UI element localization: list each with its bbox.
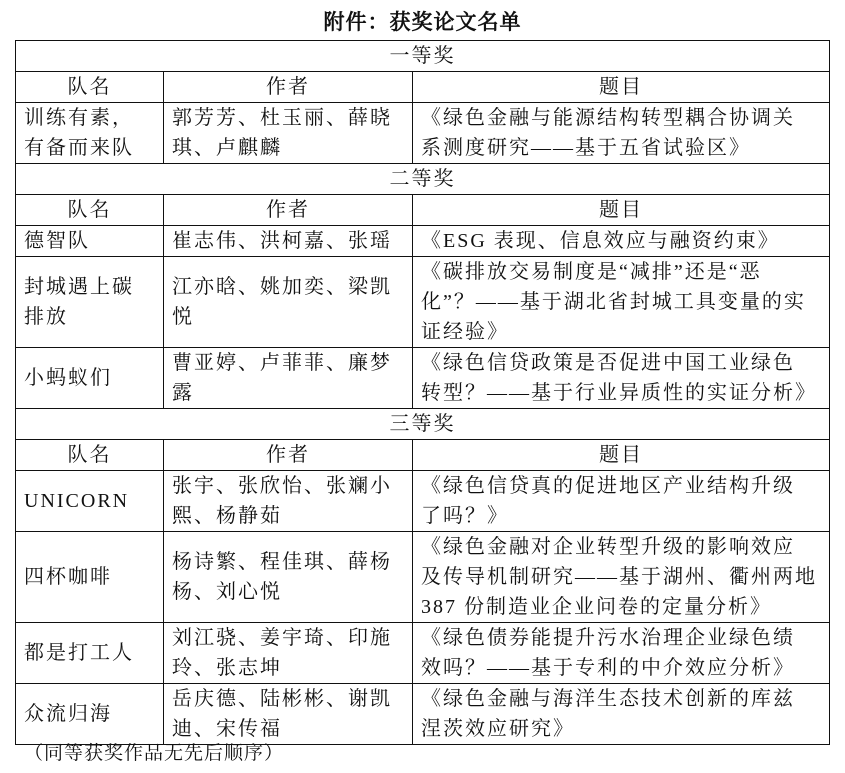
paper-line: 《绿色金融对企业转型升级的影响效应: [421, 536, 795, 558]
authors-line: 露: [172, 382, 194, 404]
award-table: [15, 40, 830, 745]
table-row: [16, 623, 830, 684]
authors-cell: [164, 623, 413, 684]
authors-line: 玲、张志坤: [172, 657, 282, 679]
team-line: 四杯咖啡: [24, 566, 112, 588]
column-header-authors: 作者: [164, 72, 413, 103]
team-cell: [16, 684, 164, 745]
team-line: 众流归海: [24, 703, 112, 725]
paper-line: 《绿色金融与能源结构转型耦合协调关: [421, 107, 795, 129]
paper-line: 系测度研究——基于五省试验区》: [421, 137, 751, 159]
paper-cell: [413, 684, 830, 745]
award-level-heading: 一等奖: [16, 41, 830, 72]
authors-line: 迪、宋传福: [172, 718, 282, 740]
award-level-row: [16, 409, 830, 440]
authors-cell: [164, 226, 413, 257]
authors-line: 熙、杨静茹: [172, 505, 282, 527]
column-header-paper: 题目: [413, 72, 830, 103]
team-line: 封城遇上碳: [24, 276, 134, 298]
team-cell: [16, 623, 164, 684]
table-row: [16, 257, 830, 348]
team-line: UNICORN: [24, 490, 130, 512]
team-cell: [16, 532, 164, 623]
column-header-team: 队名: [16, 195, 164, 226]
table-row: [16, 532, 830, 623]
authors-line: 曹亚婷、卢菲菲、廉梦: [172, 352, 392, 374]
paper-cell: [413, 257, 830, 348]
authors-line: 杨诗繁、程佳琪、薛杨: [172, 551, 392, 573]
award-level-row: [16, 164, 830, 195]
table-row: [16, 226, 830, 257]
team-cell: [16, 257, 164, 348]
paper-cell: [413, 103, 830, 164]
column-header-authors: 作者: [164, 195, 413, 226]
paper-cell: [413, 471, 830, 532]
team-line: 小蚂蚁们: [24, 367, 112, 389]
paper-line: 《碳排放交易制度是“减排”还是“恶: [421, 261, 762, 283]
award-level-row: [16, 41, 830, 72]
team-cell: [16, 103, 164, 164]
paper-line: 《绿色信贷真的促进地区产业结构升级: [421, 475, 795, 497]
authors-line: 张宇、张欣怡、张斓小: [172, 475, 392, 497]
team-line: 训练有素，: [24, 107, 134, 129]
team-line: 德智队: [24, 230, 90, 252]
paper-line: 了吗？》: [421, 505, 509, 527]
paper-cell: [413, 623, 830, 684]
authors-line: 刘江骁、姜宇琦、印施: [172, 627, 392, 649]
authors-line: 岳庆德、陆彬彬、谢凯: [172, 688, 392, 710]
team-cell: [16, 471, 164, 532]
column-header-team: 队名: [16, 72, 164, 103]
award-level-heading: 三等奖: [16, 409, 830, 440]
footnote: （同等获奖作品无先后顺序）: [24, 743, 285, 764]
authors-cell: [164, 532, 413, 623]
column-header-row: [16, 72, 830, 103]
team-line: 排放: [24, 306, 68, 328]
team-line: 有备而来队: [24, 137, 134, 159]
document-title: 附件：获奖论文名单: [323, 10, 522, 34]
column-header-row: [16, 195, 830, 226]
authors-cell: [164, 471, 413, 532]
paper-line: 《ESG 表现、信息效应与融资约束》: [421, 230, 780, 252]
authors-cell: [164, 348, 413, 409]
team-line: 都是打工人: [24, 642, 134, 664]
paper-cell: [413, 348, 830, 409]
table-row: [16, 348, 830, 409]
paper-cell: [413, 532, 830, 623]
paper-line: 387 份制造业企业问卷的定量分析》: [421, 596, 772, 618]
column-header-authors: 作者: [164, 440, 413, 471]
column-header-row: [16, 440, 830, 471]
authors-line: 崔志伟、洪柯嘉、张瑶: [172, 230, 392, 252]
table-row: [16, 684, 830, 745]
team-cell: [16, 348, 164, 409]
column-header-paper: 题目: [413, 440, 830, 471]
authors-cell: [164, 684, 413, 745]
paper-line: 化”？——基于湖北省封城工具变量的实: [421, 291, 806, 313]
authors-line: 郭芳芳、杜玉丽、薛晓: [172, 107, 392, 129]
paper-line: 转型？——基于行业异质性的实证分析》: [421, 382, 817, 404]
team-cell: [16, 226, 164, 257]
paper-line: 《绿色债券能提升污水治理企业绿色绩: [421, 627, 795, 649]
paper-cell: [413, 226, 830, 257]
paper-line: 《绿色金融与海洋生态技术创新的库兹: [421, 688, 795, 710]
paper-line: 涅茨效应研究》: [421, 718, 575, 740]
table-row: [16, 471, 830, 532]
paper-line: 证经验》: [421, 321, 509, 343]
table-row: [16, 103, 830, 164]
authors-line: 琪、卢麒麟: [172, 137, 282, 159]
authors-line: 杨、刘心悦: [172, 581, 282, 603]
paper-line: 《绿色信贷政策是否促进中国工业绿色: [421, 352, 795, 374]
authors-line: 江亦晗、姚加奕、梁凯: [172, 276, 392, 298]
authors-cell: [164, 257, 413, 348]
column-header-team: 队名: [16, 440, 164, 471]
authors-cell: [164, 103, 413, 164]
column-header-paper: 题目: [413, 195, 830, 226]
paper-line: 效吗？——基于专利的中介效应分析》: [421, 657, 795, 679]
paper-line: 及传导机制研究——基于湖州、衢州两地: [421, 566, 817, 588]
authors-line: 悦: [172, 306, 194, 328]
award-level-heading: 二等奖: [16, 164, 830, 195]
